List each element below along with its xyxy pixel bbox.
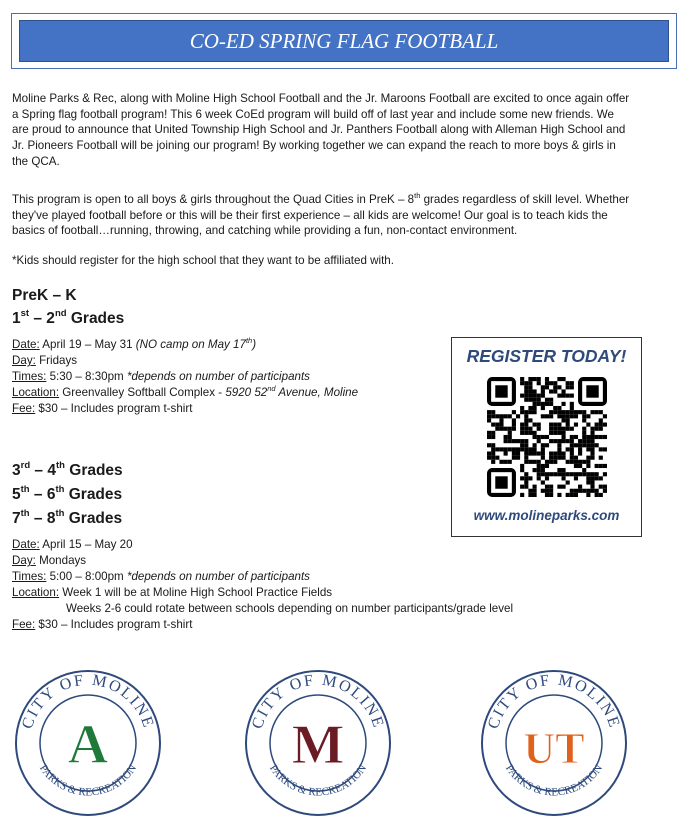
logo-ring-top-text: CITY OF MOLINE	[18, 671, 158, 732]
program-line: they've played football before or this will be their first experience – all kids are welcome! Our goal is to teach kids the	[12, 208, 608, 222]
register-box	[451, 337, 642, 537]
qr-code-icon[interactable]	[487, 377, 607, 497]
intro-line: the QCA.	[12, 154, 60, 168]
location-row-2: Weeks 2-6 could rotate between schools depending on number participants/grade level	[66, 602, 514, 615]
intro-line: are proud to announce that United Township High School and Jr. Panthers Football along with Alleman High School and	[12, 123, 626, 137]
intro-line: Moline Parks & Rec, along with Moline High School Football and the Jr. Maroons Football are excited to once again offer	[12, 92, 630, 105]
affiliation-note: *Kids should register for the high school that they want to be affiliated with.	[12, 254, 394, 267]
city-of-moline-ut-logo	[479, 668, 629, 818]
grade-heading-prek-k: PreK – K	[12, 287, 77, 304]
logo-letter: A	[67, 714, 109, 776]
title-banner	[19, 20, 669, 62]
intro-paragraph	[12, 91, 672, 170]
section2-details	[12, 537, 513, 633]
program-paragraph	[12, 188, 672, 239]
day-row: Day: Mondays	[12, 554, 87, 567]
grade-heading-5-6: 5th – 6th Grades	[12, 483, 123, 503]
title-banner-frame	[11, 13, 677, 69]
logo-ring-bottom-text: PARKS & RECREATION	[36, 762, 140, 799]
city-of-moline-maroons-logo	[243, 668, 393, 818]
program-line: This program is open to all boys & girls throughout the Quad Cities in PreK – 8th grades regardless of skill level. Whether	[12, 191, 630, 206]
logo-letter: M	[291, 714, 345, 776]
grade-heading-7-8: 7th – 8th Grades	[12, 507, 123, 527]
section1-details	[12, 337, 358, 417]
city-of-moline-alleman-logo	[13, 668, 163, 818]
logo-ring-top-text: CITY OF MOLINE	[484, 671, 624, 732]
fee-row: Fee: $30 – Includes program t-shirt	[12, 618, 193, 631]
grade-heading-1-2: 1st – 2nd Grades	[12, 307, 125, 327]
logo-ring-bottom-text: PARKS & RECREATION	[266, 762, 370, 799]
intro-line: a Spring flag football program! This 6 week CoEd program will build off of last year and include some new friends. We	[12, 107, 614, 121]
grade-heading-3-4: 3rd – 4th Grades	[12, 459, 123, 479]
logo-letter: UT	[523, 724, 585, 773]
intro-line: Jr. Pioneers Football will be joining our program! By working together we can expand the reach to more boys & girls in	[12, 139, 616, 153]
page-title: CO-ED SPRING FLAG FOOTBALL	[189, 28, 499, 53]
day-row: Day: Fridays	[12, 354, 78, 367]
logo-ring-bottom-text: PARKS & RECREATION	[502, 762, 606, 799]
fee-row: Fee: $30 – Includes program t-shirt	[12, 402, 193, 415]
location-row: Location: Week 1 will be at Moline High School Practice Fields	[12, 586, 333, 599]
logo-ring-top-text: CITY OF MOLINE	[248, 671, 388, 732]
register-url-link[interactable]: www.molineparks.com	[473, 508, 620, 523]
location-row: Location: Greenvalley Softball Complex - 5920 52nd Avenue, Moline	[12, 384, 359, 399]
program-line: basics of football…running, throwing, and catching while providing a fun, non-contact environment.	[12, 224, 518, 238]
register-title: REGISTER TODAY!	[466, 346, 627, 366]
date-row: Date: April 19 – May 31 (NO camp on May 17th)	[12, 336, 257, 351]
date-row: Date: April 15 – May 20	[12, 538, 133, 551]
times-row: Times: 5:00 – 8:00pm *depends on number of participants	[12, 570, 310, 583]
times-row: Times: 5:30 – 8:30pm *depends on number of participants	[12, 370, 310, 383]
